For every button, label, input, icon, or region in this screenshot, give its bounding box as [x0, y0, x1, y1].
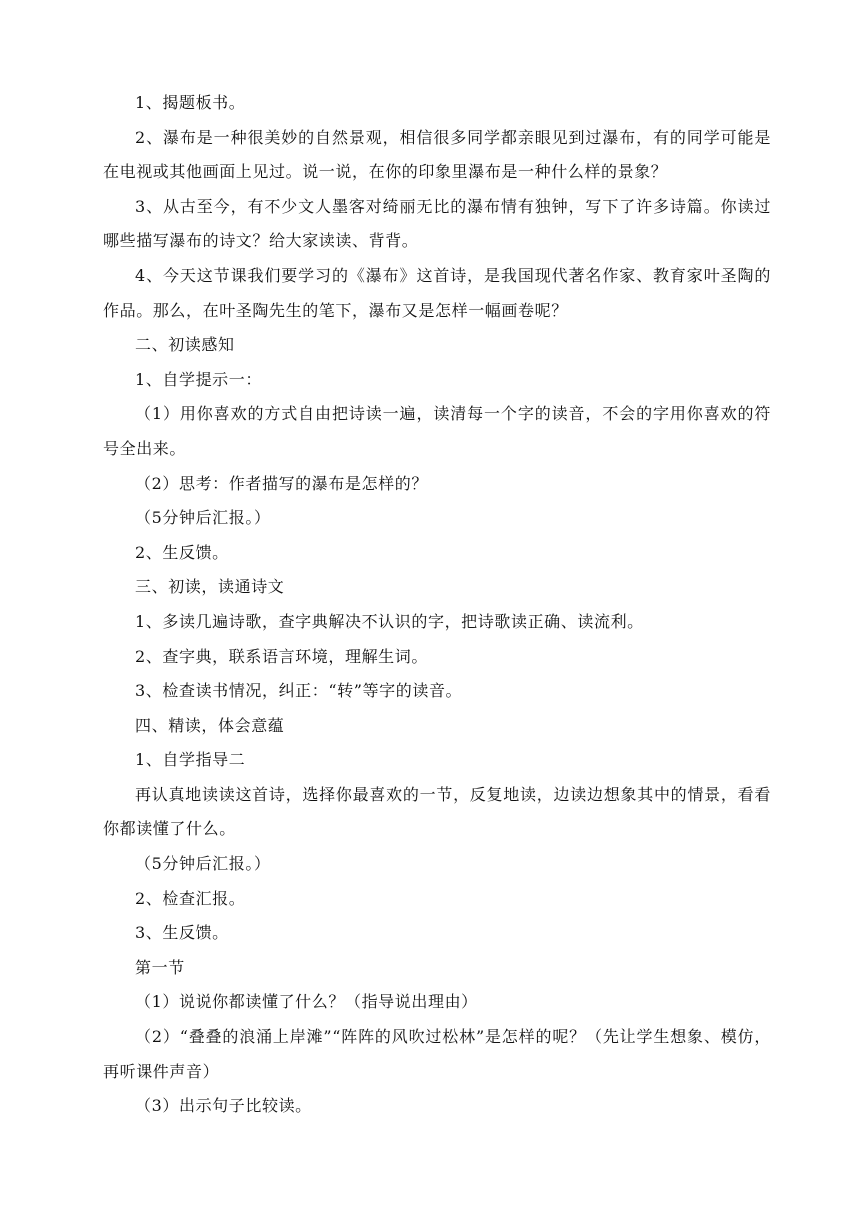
section-heading: 三、初读，读通诗文 — [135, 577, 285, 597]
paragraph: 1、揭题板书。 — [135, 93, 246, 112]
document-body — [103, 86, 771, 1124]
subsection-heading: 第一节 — [135, 957, 185, 977]
paragraph: 2、生反馈。 — [135, 542, 229, 562]
paragraph: （1）说说你都读懂了什么？（指导说出理由） — [135, 992, 478, 1012]
paragraph: 2、检查汇报。 — [135, 888, 246, 908]
paragraph: 3、从古至今，有不少文人墨客对绮丽无比的瀑布情有独钟，写下了许多诗篇。你读过哪些描写瀑布的诗文？给大家读读、背背。 — [103, 196, 771, 251]
paragraph: 再认真地读读这首诗，选择你最喜欢的一节，反复地读，边读边想象其中的情景，看看你都读懂了什么。 — [103, 784, 771, 839]
paragraph: （5分钟后汇报。） — [135, 854, 271, 874]
paragraph: 3、生反馈。 — [135, 923, 229, 943]
paragraph: 1、自学指导二 — [135, 750, 246, 770]
paragraph: 2、瀑布是一种很美妙的自然景观，相信很多同学都亲眼见到过瀑布，有的同学可能是在电视或其他画面上见过。说一说，在你的印象里瀑布是一种什么样的景象？ — [103, 127, 771, 182]
paragraph: （3）出示句子比较读。 — [135, 1096, 312, 1116]
paragraph: 4、今天这节课我们要学习的《瀑布》这首诗，是我国现代著名作家、教育家叶圣陶的作品。那么，在叶圣陶先生的笔下，瀑布又是怎样一幅画卷呢？ — [103, 265, 771, 320]
section-heading: 四、精读，体会意蕴 — [135, 715, 285, 735]
paragraph: （2）思考：作者描写的瀑布是怎样的？ — [135, 473, 428, 493]
paragraph: 3、检查读书情况，纠正：“转”等字的读音。 — [135, 681, 463, 701]
section-heading: 二、初读感知 — [135, 335, 235, 355]
paragraph: 2、查字典，联系语言环境，理解生词。 — [135, 646, 428, 666]
paragraph: 1、多读几遍诗歌，查字典解决不认识的字，把诗歌读正确、读流利。 — [135, 611, 644, 631]
paragraph: （1）用你喜欢的方式自由把诗读一遍，读清每一个字的读音，不会的字用你喜欢的符号全出来。 — [103, 404, 771, 458]
paragraph: （2）“叠叠的浪涌上岸滩”“阵阵的风吹过松林”是怎样的呢？（先让学生想象、模仿，再听课件声音） — [103, 1027, 771, 1081]
paragraph: 1、自学提示一： — [135, 369, 262, 389]
paragraph: （5分钟后汇报。） — [135, 508, 271, 528]
